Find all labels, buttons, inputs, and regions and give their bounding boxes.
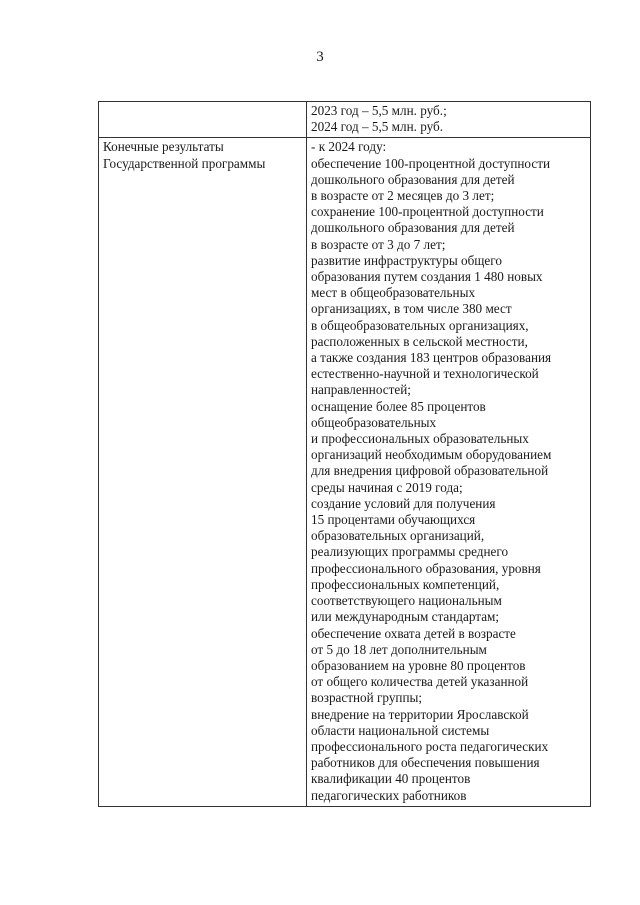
text-line: для внедрения цифровой образовательной: [311, 463, 549, 479]
text-line: создание условий для получения: [311, 495, 496, 511]
text-line: направленностей;: [311, 382, 411, 398]
text-line: от общего количества детей указанной: [311, 674, 529, 690]
text-line: 2024 год – 5,5 млн. руб.: [311, 119, 444, 135]
text-line: или международным стандартам;: [311, 609, 500, 625]
text-line: оснащение более 85 процентов: [311, 398, 486, 414]
text-line: - к 2024 году:: [311, 139, 387, 155]
text-line: образованием на уровне 80 процентов: [311, 657, 526, 673]
text-line: расположенных в сельской местности,: [311, 333, 528, 349]
text-line: в возрасте от 3 до 7 лет;: [311, 236, 446, 252]
text-line: области национальной системы: [311, 722, 490, 738]
text-line: среды начиная с 2019 года;: [311, 479, 463, 495]
text-line: работников для обеспечения повышения: [311, 755, 540, 771]
text-line: общеобразовательных: [311, 414, 437, 430]
text-line: соответствующего национальным: [311, 593, 502, 609]
text-line: дошкольного образования для детей: [311, 171, 515, 187]
text-line: профессиональных компетенций,: [311, 576, 500, 592]
text-line: организациях, в том числе 380 мест: [311, 301, 512, 317]
text-line: профессионального образования, уровня: [311, 560, 541, 576]
text-line: 2023 год – 5,5 млн. руб.;: [311, 103, 447, 118]
text-line: 15 процентами обучающихся: [311, 512, 476, 528]
text-line: в возрасте от 2 месяцев до 3 лет;: [311, 188, 495, 204]
text-line: сохранение 100-процентной доступности: [311, 204, 544, 220]
text-line: возрастной группы;: [311, 690, 423, 706]
text-line: организаций необходимым оборудованием: [311, 447, 552, 463]
text-line: естественно-научной и технологической: [311, 366, 539, 382]
program-table-body: [99, 102, 591, 807]
row-label-cell: [99, 102, 307, 138]
row-content-cell: [307, 102, 591, 138]
text-line: обеспечение 100-процентной доступности: [311, 155, 551, 171]
text-line: обеспечение охвата детей в возрасте: [311, 625, 516, 641]
text-line: и профессиональных образовательных: [311, 431, 529, 447]
text-line: педагогических работников: [311, 787, 467, 803]
text-line: развитие инфраструктуры общего: [311, 252, 502, 268]
table-row: [99, 102, 591, 138]
text-line: образования путем создания 1 480 новых: [311, 269, 543, 285]
text-line: от 5 до 18 лет дополнительным: [311, 641, 487, 657]
row-content-cell: [307, 138, 591, 806]
text-line: в общеобразовательных организациях,: [311, 317, 529, 333]
text-line: профессионального роста педагогических: [311, 738, 549, 754]
text-line: дошкольного образования для детей: [311, 220, 515, 236]
table-row: [99, 138, 591, 806]
text-line: реализующих программы среднего: [311, 544, 509, 560]
text-line: образовательных организаций,: [311, 528, 485, 544]
text-line: квалификации 40 процентов: [311, 771, 471, 787]
program-table: [98, 101, 591, 807]
page-number: 3: [316, 49, 324, 65]
text-line: а также создания 183 центров образования: [311, 350, 552, 366]
text-line: Государственной программы: [103, 155, 266, 171]
row-label-cell: [99, 138, 307, 806]
text-line: Конечные результаты: [103, 139, 224, 155]
text-line: внедрение на территории Ярославской: [311, 706, 529, 722]
text-line: мест в общеобразовательных: [311, 285, 476, 301]
